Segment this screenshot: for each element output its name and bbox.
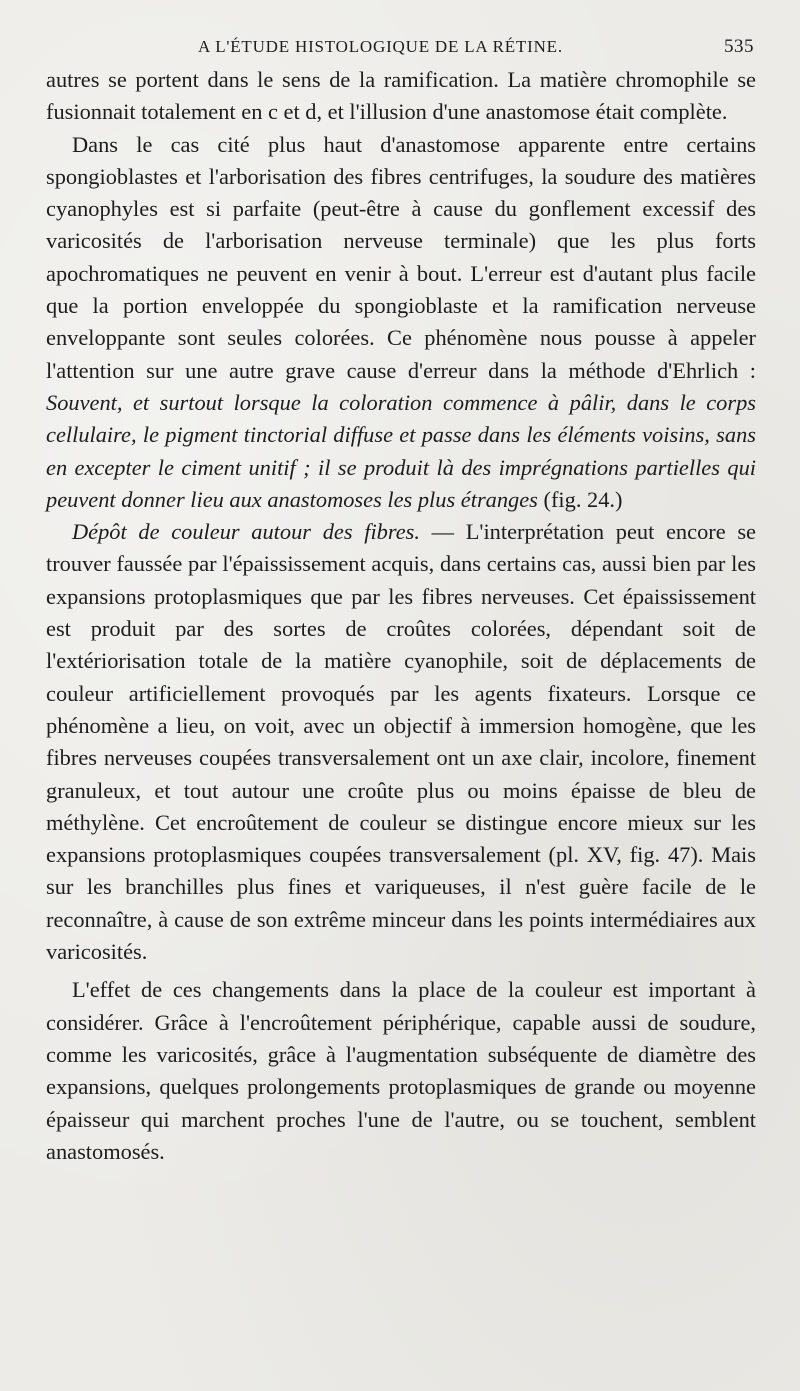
- paragraph-continuation: autres se portent dans le sens de la ramification. La matière chromophile se fusionnait totalement en c et d, et l'illusion d'une anastomose était complète.: [46, 67, 756, 125]
- section-heading-depot: Dépôt de couleur autour des fibres.: [72, 519, 420, 545]
- page-number: 535: [724, 36, 754, 57]
- paragraph-anastomose: [46, 129, 756, 517]
- paragraph-anastomose-figref: (fig. 24.): [537, 486, 623, 512]
- paragraph-anastomose-text: Dans le cas cité plus haut d'anastomose apparente entre certains spongioblastes et l'arborisation des fibres centrifuges, la soudure des matières cyanophyles est si parfaite (peut-être à cause du gonflement excessif des varicosités de l'arborisation nerveuse terminale) que les plus forts apochromatiques ne peuvent en venir à bout. L'erreur est d'autant plus facile que la portion enveloppée du spongioblaste et la ramification nerveuse enveloppante sont seules colorées. Ce phénomène nous pousse à appeler l'attention sur une autre grave cause d'erreur dans la méthode d'Ehrlich :: [46, 131, 756, 383]
- paragraph-anastomose-italic: Souvent, et surtout lorsque la coloration commence à pâlir, dans le corps cellulaire, le pigment tinctorial diffuse et passe dans les éléments voisins, sans en excepter le ciment unitif ; il se produit là des imprégnations partielles qui peuvent donner lieu aux anastomoses les plus étranges: [46, 389, 756, 512]
- paragraph-effet: L'effet de ces changements dans la place de la couleur est important à considérer. Grâce à l'encroûtement périphérique, capable aussi de soudure, comme les varicosités, grâce à l'augmentation subséquente de diamètre des expansions, quelques prolongements protoplasmiques de grande ou moyenne épaisseur qui marchent proches l'une de l'autre, ou se touchent, semblent anastomosés.: [46, 977, 756, 1164]
- running-header: [46, 30, 756, 64]
- paragraph-depot-text: — L'interprétation peut encore se trouver faussée par l'épaississement acquis, dans certains cas, aussi bien par les expansions protoplasmiques que par les fibres nerveuses. Cet épaississement est produit par des sortes de croûtes colorées, dépendant soit de l'extériorisation totale de la matière cyanophile, soit de déplacements de couleur artificiellement provoqués par les agents fixateurs. Lorsque ce phénomène a lieu, on voit, avec un objectif à immersion homogène, que les fibres nerveuses coupées transversalement ont un axe clair, incolore, finement granuleux, et tout autour une croûte plus ou moins épaisse de bleu de méthylène. Cet encroûtement de couleur se distingue encore mieux sur les expansions protoplasmiques coupées transversalement (pl. XV, fig. 47). Mais sur les branchilles plus fines et variqueuses, il n'est guère facile de le reconnaître, à cause de son extrême minceur dans les points intermédiaires aux varicosités.: [46, 519, 756, 965]
- paragraph-depot: [46, 516, 756, 968]
- running-title: A L'ÉTUDE HISTOLOGIQUE DE LA RÉTINE.: [198, 37, 563, 56]
- body-text: [46, 64, 756, 1168]
